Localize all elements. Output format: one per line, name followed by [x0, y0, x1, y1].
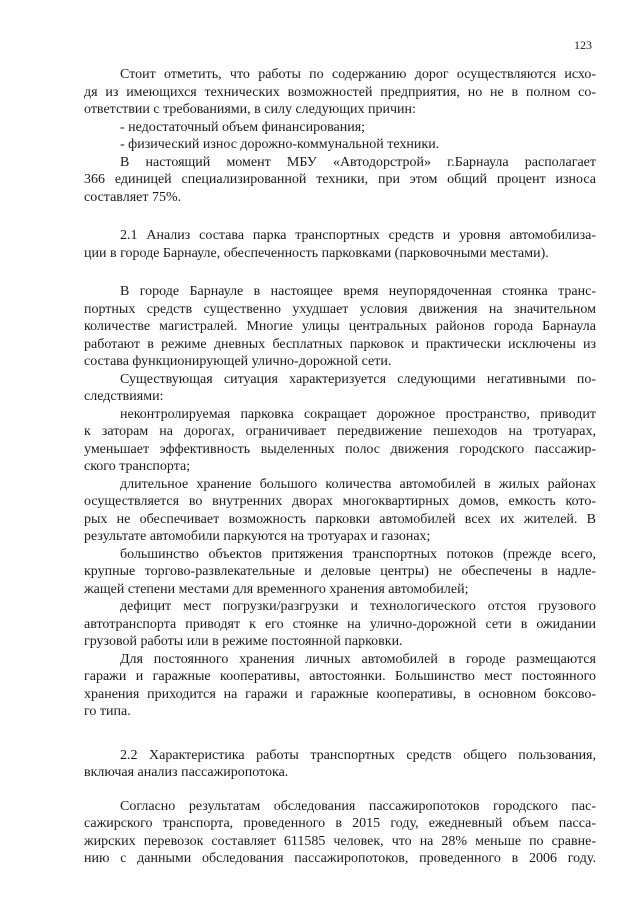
text-line: портных средств существенно ухудшает условия движения на значительном	[84, 301, 596, 317]
text-line: работают в режиме дневных бесплатных парковок и практически исключены из	[84, 336, 596, 352]
text-line: длительное хранение большого количества автомобилей в жилых районах	[120, 476, 596, 492]
text-line: 366 единицей специализированной техники, при этом общий процент износа	[84, 172, 596, 187]
section-heading-2-2	[84, 747, 596, 782]
consequence-uncontrolled-parking	[84, 406, 596, 476]
text-line: сажирского транспорта, проведенного в 2015 году, ежедневный объем пасса-	[84, 816, 596, 831]
paragraph-road-maintenance	[84, 66, 596, 119]
text-line: гаражи и гаражные кооперативы, автостоянки. Большинство мест постоянного	[84, 669, 596, 684]
text-line: Стоит отметить, что работы по содержанию дорог осуществляются исхо-	[120, 67, 596, 82]
text-line: дефицит мест погрузки/разгрузки и технологического отстоя грузового	[120, 599, 596, 614]
text-line: жащей степени местами для временного хранения автомобилей;	[84, 581, 469, 597]
text-line: - физический износ дорожно-коммунальной техники.	[120, 137, 440, 152]
text-line: Существующая ситуация характеризуется следующими негативными по-	[120, 371, 596, 387]
text-line: ции в городе Барнауле, обеспеченность парковками (парковочными местами).	[84, 245, 549, 261]
text-line: включая анализ пассажиропотока.	[84, 765, 289, 780]
text-line: крупные торгово-развлекательные и деловые центры) не обеспечены в надле-	[84, 564, 596, 579]
document-body	[84, 66, 596, 868]
consequence-attraction-objects	[84, 546, 596, 599]
text-line: рых не обеспечивает возможность парковки автомобилей всех их жителей. В	[84, 511, 596, 527]
text-line: Согласно результатам обследования пассажиропотоков городского пас-	[120, 798, 596, 814]
text-line: осуществляется во внутренних дворах многоквартирных домов, емкость кото-	[84, 494, 596, 509]
consequence-loading-deficit	[84, 598, 596, 651]
paragraph-autodorstroy	[84, 154, 596, 207]
text-line: составляет 75%.	[84, 189, 182, 205]
text-line: 2.2 Характеристика работы транспортных средств общего пользования,	[120, 747, 596, 763]
paragraph-garages	[84, 651, 596, 721]
text-line: неконтролируемая парковка сокращает дорожное пространство, приводит	[120, 406, 596, 422]
text-line: го типа.	[84, 704, 131, 719]
text-line: Для постоянного хранения личных автомобилей в городе размещаются	[120, 651, 596, 667]
text-line: 2.1 Анализ состава парка транспортных средств и уровня автомобилиза-	[120, 228, 596, 243]
list-item-equipment-wear	[84, 136, 596, 154]
text-line: автотранспорта приводят к его стоянке на улично-дорожной сети в ожидании	[84, 616, 596, 632]
text-line: уменьшает эффективность выделенных полос движения городского пассажир-	[84, 441, 596, 457]
text-line: большинство объектов притяжения транспортных потоков (прежде всего,	[120, 546, 596, 562]
text-line: следствиями:	[84, 389, 164, 404]
section-heading-2-1	[84, 227, 596, 262]
text-line: к заторам на дорогах, ограничивает передвижение пешеходов на тротуарах,	[84, 424, 596, 439]
text-line: В городе Барнауле в настоящее время неупорядоченная стоянка транс-	[120, 284, 596, 299]
text-line: ского транспорта;	[84, 459, 191, 474]
page-number: 123	[574, 38, 592, 52]
text-line: В настоящий момент МБУ «Автодорстрой» г.Барнаула располагает	[120, 154, 596, 170]
list-item-financing	[84, 119, 596, 137]
text-line: дя из имеющихся технических возможностей предприятия, но не в полном со-	[84, 84, 596, 100]
text-line: хранения приходится на гаражи и гаражные кооперативы, в основном боксово-	[84, 686, 596, 702]
text-line: грузовой работы или в режиме постоянной парковки.	[84, 634, 403, 649]
text-line: количестве магистралей. Многие улицы центральных районов города Барнаула	[84, 319, 596, 334]
text-line: - недостаточный объем финансирования;	[120, 119, 366, 135]
text-line: состава функционирующей улично-дорожной сети.	[84, 354, 392, 369]
text-line: ответствии с требованиями, в силу следующих причин:	[84, 102, 416, 117]
paragraph-passenger-flow	[84, 798, 596, 868]
consequence-long-term-storage	[84, 476, 596, 546]
paragraph-consequences-intro	[84, 371, 596, 406]
text-line: жирских перевозок составляет 611585 человек, что на 28% меньше по сравне-	[84, 833, 596, 849]
text-line: результате автомобили паркуются на тротуарах и газонах;	[84, 529, 431, 544]
paragraph-barnaul-parking	[84, 283, 596, 371]
text-line: нию с данными обследования пассажиропотоков, проведенного в 2006 году.	[84, 851, 596, 866]
